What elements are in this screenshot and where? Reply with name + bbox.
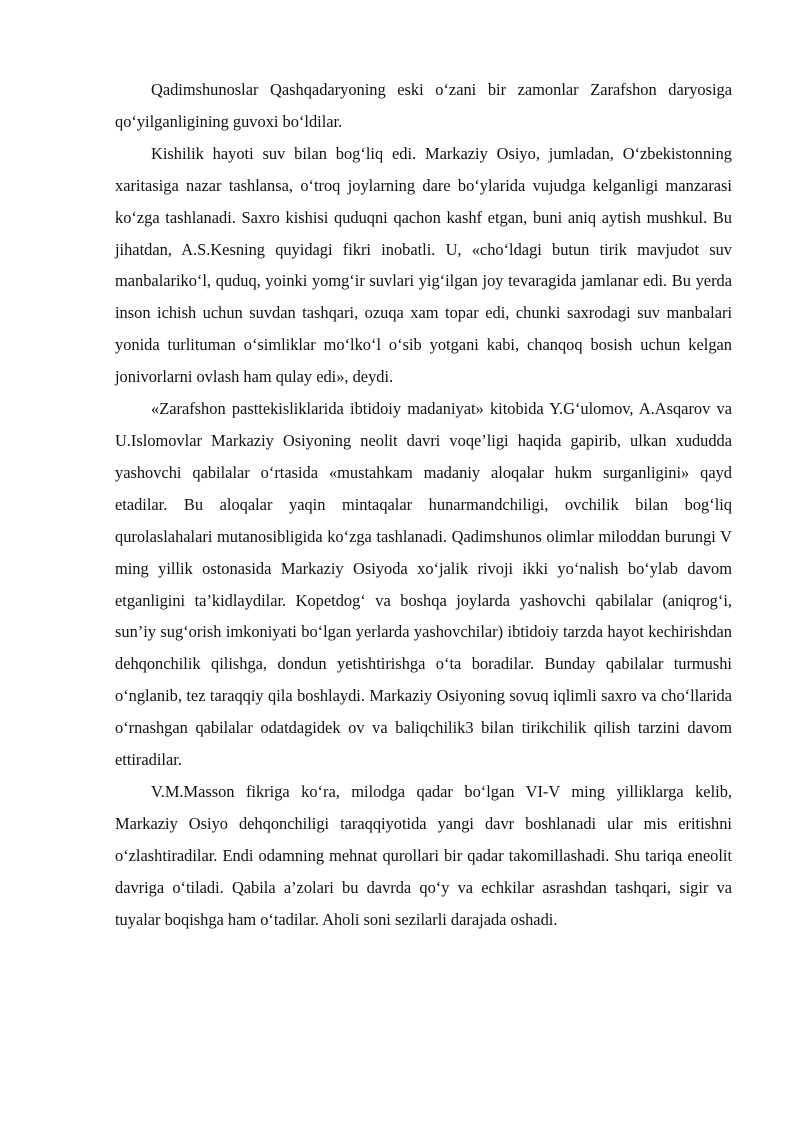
- paragraph-1: Qadimshunoslar Qashqadaryoning eski o‘zani bir zamonlar Zarafshon daryosiga qo‘yilganligining guvoxi bo‘ldilar.: [115, 80, 732, 131]
- paragraph-3: «Zarafshon pasttekisliklarida ibtidoiy madaniyat» kitobida Y.G‘ulomov, A.Asqarov va U.Islomovlar Markaziy Osiyoning neolit davri voqe’ligi haqida gapirib, ulkan xududda yashovchi qabilalar o‘rtasida «mustahkam madaniy aloqalar hukm surganligini» qayd etadilar. Bu aloqalar yaqin mintaqalar hunarmandchiligi, ovchilik bilan bog‘liq qurolaslahalari mutanosibligida ko‘zga tashlanadi. Qadimshunos olimlar miloddan burungi V ming yillik ostonasida Markaziy Osiyoda xo‘jalik rivoji ikki yo‘nalish bo‘ylab davom etganligini ta’kidlaydilar. Kopetdog‘ va boshqa joylarda yashovchi qabilalar (aniqrog‘i, sun’iy sug‘orish imkoniyati bo‘lgan yerlarda yashovchilar) ibtidoiy tarzda hayot kechirishdan dehqonchilik qilishga, dondun yetishtirishga o‘ta boradilar. Bunday qabilalar turmushi o‘nglanib, tez taraqqiy qila boshlaydi. Markaziy Osiyoning sovuq iqlimli saxro va cho‘llarida o‘rnashgan qabilalar odatdagidek ov va baliqchilik3 bilan tirikchilik qilish tarzini davom ettiradilar.: [115, 399, 732, 770]
- body-text: [115, 74, 732, 935]
- paragraph-2: Kishilik hayoti suv bilan bog‘liq edi. Markaziy Osiyo, jumladan, O‘zbekistonning xaritasiga nazar tashlansa, o‘troq joylarning dare bo‘ylarida vujudga kelganligi manzarasi ko‘zga tashlanadi. Saxro kishisi quduqni qachon kashf etgan, buni aniq aytish mushkul. Bu jihatdan, A.S.Kesning quyidagi fikri inobatli. U, «cho‘ldagi butun tirik mavjudot suv manbalariko‘l, quduq, yoinki yomg‘ir suvlari yig‘ilgan joy tevaragida jamlanar edi. Bu yerda inson ichish uchun suvdan tashqari, ozuqa xam topar edi, chunki saxrodagi suv manbalari yonida turlituman o‘simliklar mo‘lko‘l o‘sib yotgani kabi, chanqoq bosish uchun kelgan jonivorlarni ovlash ham qulay edi», deydi.: [115, 143, 732, 387]
- paragraph-4: V.M.Masson fikriga ko‘ra, milodga qadar bo‘lgan VI-V ming yilliklarga kelib, Markaziy Osiyo dehqonchiligi taraqqiyotida yangi davr boshlanadi ular mis eritishni o‘zlashtiradilar. Endi odamning mehnat qurollari bir qadar takomillashadi. Shu tariqa eneolit davriga o‘tiladi. Qabila a’zolari bu davrda qo‘y va echkilar asrashdan tashqari, sigir va tuyalar boqishga ham o‘tadilar. Aholi soni sezilarli darajada oshadi.: [115, 781, 732, 929]
